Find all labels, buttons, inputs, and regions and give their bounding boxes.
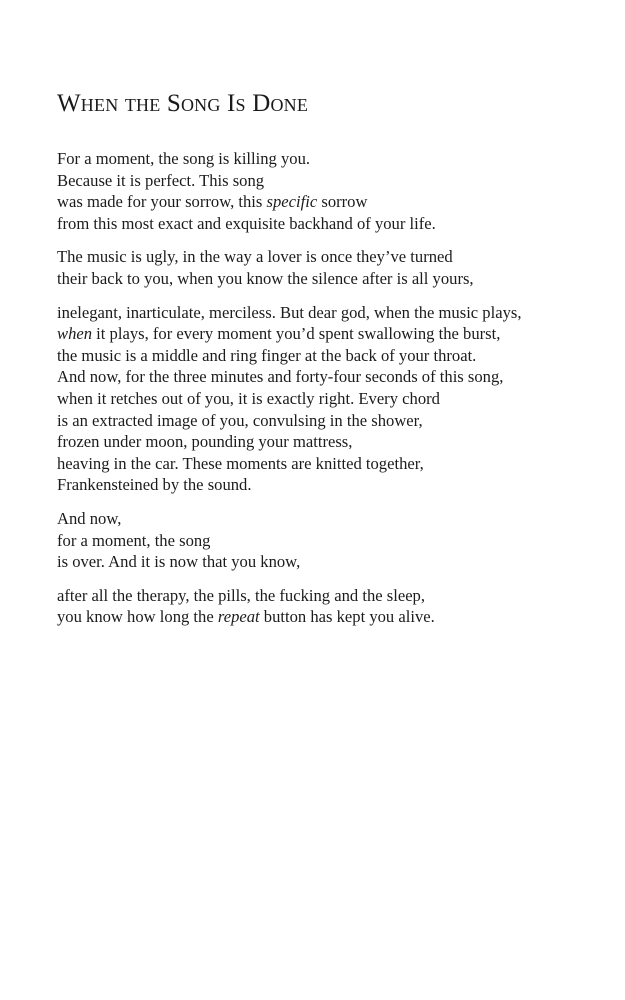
poem-line: And now, (57, 508, 122, 528)
poem-line: is over. And it is now that you know, (57, 552, 301, 572)
line-segment: button has kept you alive. (259, 607, 435, 627)
poem-line: the music is a middle and ring finger at the back of your throat. (57, 345, 477, 365)
stanza (57, 246, 607, 289)
stanza (57, 508, 607, 573)
poem-line: Because it is perfect. This song (57, 170, 265, 190)
line-segment: you know how long the (57, 607, 218, 627)
poem-line: inelegant, inarticulate, merciless. But dear god, when the music plays, (57, 302, 522, 322)
poem-line (57, 191, 607, 213)
line-segment: was made for your sorrow, this (57, 192, 267, 212)
poem-line: Frankensteined by the sound. (57, 475, 252, 495)
poem-line: their back to you, when you know the silence after is all yours, (57, 268, 474, 288)
emphasized-word: specific (266, 192, 318, 212)
line-segment: it plays, for every moment you’d spent swallowing the burst, (92, 324, 501, 344)
poem-line: The music is ugly, in the way a lover is once they’ve turned (57, 247, 453, 267)
poem-body (57, 148, 607, 628)
stanza (57, 585, 607, 628)
stanza (57, 302, 607, 496)
poem-line (57, 606, 607, 628)
poem-line: from this most exact and exquisite backhand of your life. (57, 213, 436, 233)
line-segment: sorrow (317, 192, 368, 212)
stanza (57, 148, 607, 234)
emphasized-word: repeat (217, 607, 260, 627)
poem-line: heaving in the car. These moments are knitted together, (57, 453, 424, 473)
poem-line (57, 323, 607, 345)
emphasized-word: when (57, 324, 93, 344)
poem-line: is an extracted image of you, convulsing in the shower, (57, 410, 423, 430)
poem-line: For a moment, the song is killing you. (57, 149, 311, 168)
poem-line: after all the therapy, the pills, the fucking and the sleep, (57, 585, 426, 605)
poem-title: When the Song Is Done (57, 90, 309, 117)
poem-line: for a moment, the song (57, 530, 211, 550)
poem-line: And now, for the three minutes and forty-four seconds of this song, (57, 367, 504, 387)
poem-line: frozen under moon, pounding your mattress, (57, 432, 353, 452)
poem-page (57, 86, 607, 640)
poem-line: when it retches out of you, it is exactly right. Every chord (57, 388, 440, 408)
